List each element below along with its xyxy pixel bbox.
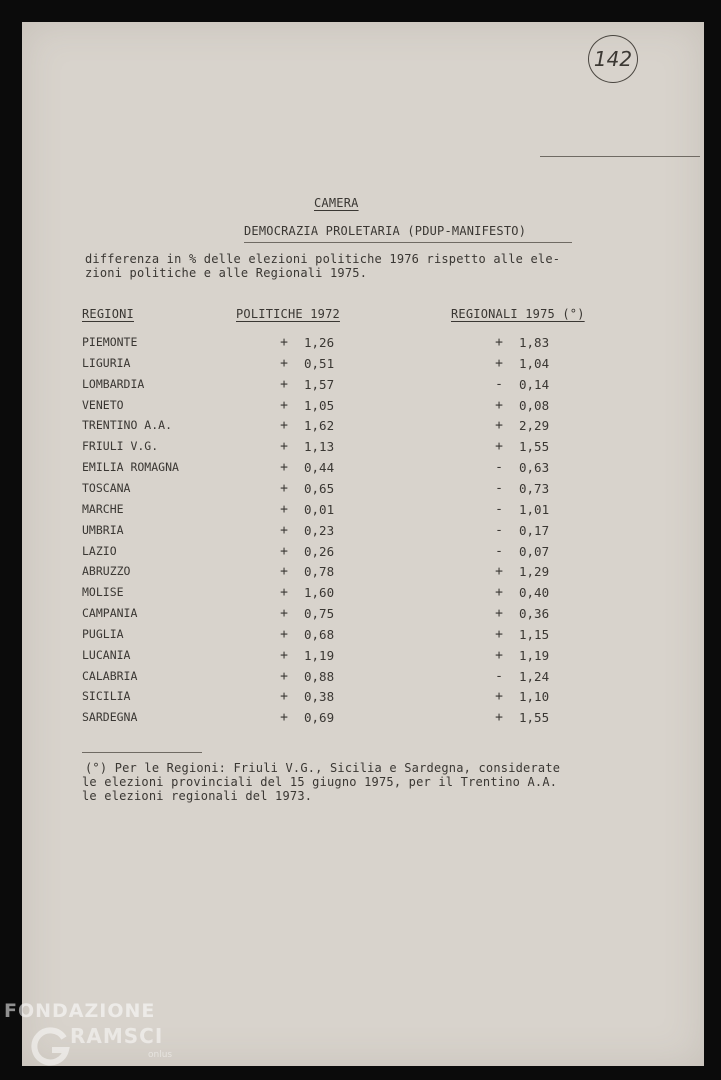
value-1972: 1,57 xyxy=(304,376,335,392)
value-1975: 0,63 xyxy=(519,460,550,476)
table-row xyxy=(0,418,721,438)
region-name: LOMBARDIA xyxy=(82,376,145,391)
value-1975: 0,17 xyxy=(519,522,550,538)
page-number-stamp: 142 xyxy=(588,35,638,83)
value-1975: 1,55 xyxy=(519,439,550,455)
sign-1975: + xyxy=(495,564,503,580)
value-1975: 1,55 xyxy=(519,710,550,726)
table-row xyxy=(0,606,721,626)
sign-1972: + xyxy=(280,626,288,642)
value-1972: 0,44 xyxy=(304,460,335,476)
sign-1975: - xyxy=(495,460,503,476)
region-name: LIGURIA xyxy=(82,355,131,370)
sign-1975: + xyxy=(495,585,503,601)
value-1975: 0,40 xyxy=(519,585,550,601)
value-1975: 1,83 xyxy=(519,335,550,350)
intro-line-1: differenza in % delle elezioni politiche 1976 rispetto alle ele- xyxy=(85,252,561,266)
region-name: LUCANIA xyxy=(82,647,131,662)
footnote-line-1: (°) Per le Regioni: Friuli V.G., Sicilia e Sardegna, considerate xyxy=(85,761,561,775)
value-1975: 1,15 xyxy=(519,626,550,642)
region-name: SICILIA xyxy=(82,689,131,704)
value-1972: 0,88 xyxy=(304,668,335,684)
watermark-gramsci: RAMSCI xyxy=(70,1024,164,1048)
value-1975: 2,29 xyxy=(519,418,550,434)
region-name: ABRUZZO xyxy=(82,564,131,579)
region-name: TOSCANA xyxy=(82,480,131,495)
sign-1972: + xyxy=(280,480,288,496)
sign-1975: + xyxy=(495,710,503,726)
value-1972: 0,51 xyxy=(304,355,335,371)
region-name: PUGLIA xyxy=(82,626,124,641)
table-row xyxy=(0,585,721,605)
table-row xyxy=(0,460,721,480)
sign-1975: + xyxy=(495,647,503,663)
sign-1972: + xyxy=(280,439,288,455)
sign-1972: + xyxy=(280,397,288,413)
sign-1972: + xyxy=(280,460,288,476)
value-1972: 0,26 xyxy=(304,543,335,559)
table-row xyxy=(0,481,721,501)
value-1975: 1,29 xyxy=(519,564,550,580)
watermark-fondazione: FONDAZIONE xyxy=(4,1000,156,1022)
sign-1975: + xyxy=(495,418,503,434)
value-1972: 1,60 xyxy=(304,585,335,601)
value-1972: 1,26 xyxy=(304,335,335,350)
watermark-g-logo-icon xyxy=(30,1026,70,1066)
party-title: DEMOCRAZIA PROLETARIA (PDUP-MANIFESTO) xyxy=(244,224,527,238)
sign-1972: + xyxy=(280,710,288,726)
sign-1975: - xyxy=(495,543,503,559)
sign-1972: + xyxy=(280,606,288,622)
value-1975: 0,07 xyxy=(519,543,550,559)
region-name: CALABRIA xyxy=(82,668,138,683)
footnote-line-2: le elezioni provinciali del 15 giugno 1975, per il Trentino A.A. xyxy=(82,775,558,789)
value-1975: 0,08 xyxy=(519,397,550,413)
region-name: TRENTINO A.A. xyxy=(82,418,173,433)
sign-1972: + xyxy=(280,501,288,517)
value-1972: 0,01 xyxy=(304,501,335,517)
sign-1975: + xyxy=(495,626,503,642)
value-1972: 1,62 xyxy=(304,418,335,434)
sign-1972: + xyxy=(280,668,288,684)
sign-1975: + xyxy=(495,439,503,455)
sign-1972: + xyxy=(280,522,288,538)
value-1972: 0,68 xyxy=(304,626,335,642)
value-1972: 1,13 xyxy=(304,439,335,455)
intro-line-2: zioni politiche e alle Regionali 1975. xyxy=(85,266,368,280)
sign-1975: - xyxy=(495,668,503,684)
chamber-title: CAMERA xyxy=(314,196,359,210)
table-row xyxy=(0,544,721,564)
sign-1972: + xyxy=(280,689,288,705)
table-row xyxy=(0,439,721,459)
region-name: UMBRIA xyxy=(82,522,124,537)
sign-1975: + xyxy=(495,689,503,705)
sign-1972: + xyxy=(280,543,288,559)
table-row xyxy=(0,689,721,709)
table-row xyxy=(0,502,721,522)
column-header-politiche-1972: POLITICHE 1972 xyxy=(236,307,340,321)
table-row xyxy=(0,356,721,376)
value-1975: 1,19 xyxy=(519,647,550,663)
table-row xyxy=(0,335,721,355)
region-name: FRIULI V.G. xyxy=(82,439,159,454)
value-1972: 0,78 xyxy=(304,564,335,580)
sign-1975: + xyxy=(495,335,503,350)
region-name: VENETO xyxy=(82,397,124,412)
sign-1975: + xyxy=(495,606,503,622)
sign-1975: - xyxy=(495,501,503,517)
region-name: MARCHE xyxy=(82,501,124,516)
party-title-underline xyxy=(244,242,572,243)
table-row xyxy=(0,627,721,647)
column-header-regions: REGIONI xyxy=(82,307,134,321)
footnote-rule xyxy=(82,752,202,753)
value-1972: 0,65 xyxy=(304,480,335,496)
sign-1972: + xyxy=(280,335,288,350)
region-name: LAZIO xyxy=(82,543,117,558)
table-row xyxy=(0,669,721,689)
value-1972: 1,19 xyxy=(304,647,335,663)
sign-1972: + xyxy=(280,355,288,371)
sign-1972: + xyxy=(280,418,288,434)
table-row xyxy=(0,523,721,543)
column-header-regionali-1975: REGIONALI 1975 (°) xyxy=(451,307,585,321)
top-rule xyxy=(540,156,700,157)
region-name: EMILIA ROMAGNA xyxy=(82,460,179,475)
value-1975: 1,10 xyxy=(519,689,550,705)
value-1975: 1,01 xyxy=(519,501,550,517)
region-name: SARDEGNA xyxy=(82,710,138,725)
value-1972: 0,69 xyxy=(304,710,335,726)
value-1975: 0,14 xyxy=(519,376,550,392)
sign-1972: + xyxy=(280,585,288,601)
sign-1972: + xyxy=(280,564,288,580)
value-1972: 0,23 xyxy=(304,522,335,538)
table-row xyxy=(0,648,721,668)
table-row xyxy=(0,564,721,584)
value-1975: 0,36 xyxy=(519,606,550,622)
region-name: PIEMONTE xyxy=(82,335,138,349)
region-name: MOLISE xyxy=(82,585,124,600)
value-1972: 0,38 xyxy=(304,689,335,705)
value-1972: 0,75 xyxy=(304,606,335,622)
sign-1975: - xyxy=(495,522,503,538)
watermark-onlus: onlus xyxy=(148,1050,173,1060)
sign-1972: + xyxy=(280,647,288,663)
sign-1972: + xyxy=(280,376,288,392)
sign-1975: + xyxy=(495,355,503,371)
value-1975: 1,04 xyxy=(519,355,550,371)
value-1975: 1,24 xyxy=(519,668,550,684)
sign-1975: - xyxy=(495,480,503,496)
value-1975: 0,73 xyxy=(519,480,550,496)
footnote-line-3: le elezioni regionali del 1973. xyxy=(82,789,313,803)
table-row xyxy=(0,710,721,730)
sign-1975: - xyxy=(495,376,503,392)
sign-1975: + xyxy=(495,397,503,413)
table-row xyxy=(0,377,721,397)
region-name: CAMPANIA xyxy=(82,606,138,621)
table-row xyxy=(0,398,721,418)
value-1972: 1,05 xyxy=(304,397,335,413)
